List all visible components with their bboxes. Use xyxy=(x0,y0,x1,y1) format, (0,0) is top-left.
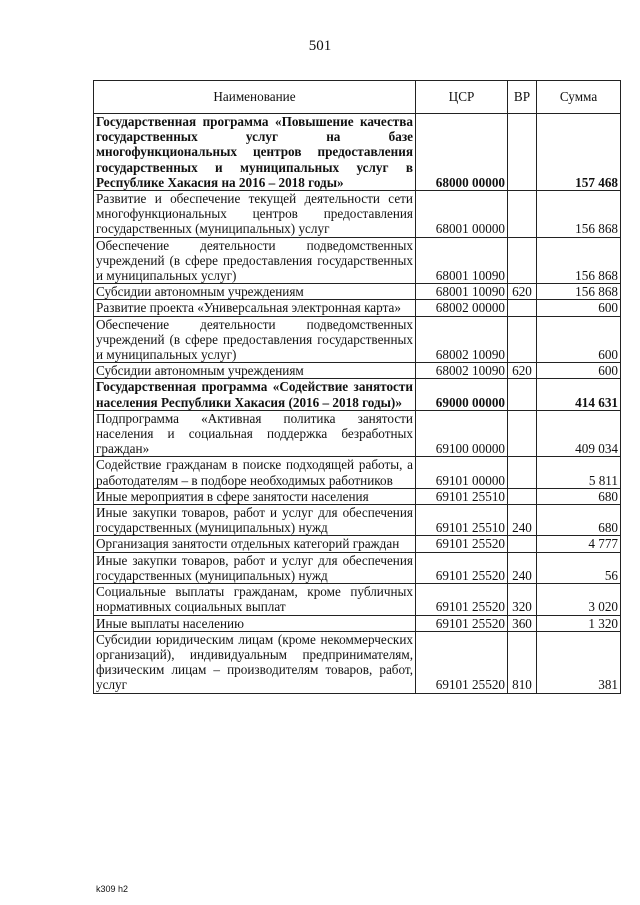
cell-sum: 680 xyxy=(537,488,621,504)
cell-vr: 360 xyxy=(508,615,537,631)
cell-vr: 320 xyxy=(508,584,537,615)
cell-name: Обеспечение деятельности подведомственных учреждений (в сфере предоставления государственных и муниципальных услуг) xyxy=(94,316,416,363)
cell-name: Социальные выплаты гражданам, кроме публичных нормативных социальных выплат xyxy=(94,584,416,615)
cell-name: Обеспечение деятельности подведомственных учреждений (в сфере предоставления государственных и муниципальных услуг) xyxy=(94,237,416,284)
cell-name: Субсидии юридическим лицам (кроме некоммерческих организаций), индивидуальным предпринимателям, физическим лицам – производителям товаров, работ, услуг xyxy=(94,631,416,693)
cell-vr xyxy=(508,536,537,552)
cell-sum: 409 034 xyxy=(537,410,621,457)
cell-vr: 620 xyxy=(508,284,537,300)
header-name: Наименование xyxy=(94,81,416,114)
cell-csr: 69000 00000 xyxy=(416,379,508,410)
cell-vr xyxy=(508,410,537,457)
cell-name: Иные выплаты населению xyxy=(94,615,416,631)
table-row xyxy=(94,505,621,536)
cell-sum: 1 320 xyxy=(537,615,621,631)
cell-name: Субсидии автономным учреждениям xyxy=(94,363,416,379)
cell-sum: 600 xyxy=(537,316,621,363)
cell-name: Развитие и обеспечение текущей деятельности сети многофункциональных центров предоставления государственных (муниципальных) услуг xyxy=(94,191,416,238)
cell-csr: 68001 10090 xyxy=(416,284,508,300)
cell-csr: 69101 25520 xyxy=(416,615,508,631)
cell-name: Подпрограмма «Активная политика занятости населения и социальная поддержка безработных граждан» xyxy=(94,410,416,457)
cell-vr xyxy=(508,457,537,488)
cell-name: Развитие проекта «Универсальная электронная карта» xyxy=(94,300,416,316)
cell-vr xyxy=(508,191,537,238)
cell-csr: 68001 10090 xyxy=(416,237,508,284)
table-row xyxy=(94,237,621,284)
table-row xyxy=(94,457,621,488)
table-row xyxy=(94,114,621,191)
cell-vr: 810 xyxy=(508,631,537,693)
table-row xyxy=(94,379,621,410)
cell-vr xyxy=(508,300,537,316)
cell-csr: 68002 10090 xyxy=(416,316,508,363)
cell-csr: 69101 25510 xyxy=(416,488,508,504)
table-row xyxy=(94,284,621,300)
cell-vr: 240 xyxy=(508,552,537,583)
cell-vr xyxy=(508,237,537,284)
cell-sum: 414 631 xyxy=(537,379,621,410)
cell-name: Иные закупки товаров, работ и услуг для обеспечения государственных (муниципальных) нужд xyxy=(94,552,416,583)
cell-csr: 68002 00000 xyxy=(416,300,508,316)
cell-sum: 157 468 xyxy=(537,114,621,191)
cell-name: Субсидии автономным учреждениям xyxy=(94,284,416,300)
cell-sum: 56 xyxy=(537,552,621,583)
cell-sum: 156 868 xyxy=(537,191,621,238)
table-row xyxy=(94,584,621,615)
cell-csr: 68000 00000 xyxy=(416,114,508,191)
table-row xyxy=(94,536,621,552)
table-row xyxy=(94,191,621,238)
cell-sum: 5 811 xyxy=(537,457,621,488)
budget-table xyxy=(93,80,621,694)
table-row xyxy=(94,631,621,693)
table-row xyxy=(94,410,621,457)
cell-name: Государственная программа «Содействие занятости населения Республики Хакасия (2016 – 2018 годы)» xyxy=(94,379,416,410)
cell-csr: 69101 25520 xyxy=(416,552,508,583)
page-number: 501 xyxy=(308,38,332,54)
table-row xyxy=(94,300,621,316)
cell-csr: 69101 25520 xyxy=(416,536,508,552)
cell-vr xyxy=(508,316,537,363)
cell-vr xyxy=(508,488,537,504)
cell-name: Организация занятости отдельных категорий граждан xyxy=(94,536,416,552)
cell-sum: 600 xyxy=(537,300,621,316)
table-row xyxy=(94,552,621,583)
cell-sum: 156 868 xyxy=(537,237,621,284)
table-row xyxy=(94,316,621,363)
cell-sum: 381 xyxy=(537,631,621,693)
header-csr: ЦСР xyxy=(416,81,508,114)
table-row xyxy=(94,363,621,379)
cell-sum: 680 xyxy=(537,505,621,536)
cell-sum: 600 xyxy=(537,363,621,379)
table-row xyxy=(94,615,621,631)
header-sum: Сумма xyxy=(537,81,621,114)
table-body xyxy=(94,114,621,694)
table-header-row xyxy=(94,81,621,114)
cell-name: Иные закупки товаров, работ и услуг для обеспечения государственных (муниципальных) нужд xyxy=(94,505,416,536)
footer-code: k309 h2 xyxy=(96,884,129,894)
cell-csr: 68002 10090 xyxy=(416,363,508,379)
cell-sum: 156 868 xyxy=(537,284,621,300)
cell-csr: 69101 00000 xyxy=(416,457,508,488)
cell-vr xyxy=(508,379,537,410)
cell-vr xyxy=(508,114,537,191)
cell-name: Содействие гражданам в поиске подходящей работы, а работодателям – в подборе необходимых работников xyxy=(94,457,416,488)
cell-vr: 240 xyxy=(508,505,537,536)
header-vr: ВР xyxy=(508,81,537,114)
cell-sum: 4 777 xyxy=(537,536,621,552)
table-row xyxy=(94,488,621,504)
cell-csr: 68001 00000 xyxy=(416,191,508,238)
cell-vr: 620 xyxy=(508,363,537,379)
cell-name: Иные мероприятия в сфере занятости населения xyxy=(94,488,416,504)
cell-name: Государственная программа «Повышение качества государственных услуг на базе многофункциональных центров предоставления государственных и муниципальных услуг в Республике Хакасия на 2016 – 2018 годы» xyxy=(94,114,416,191)
cell-csr: 69101 25520 xyxy=(416,584,508,615)
cell-csr: 69101 25520 xyxy=(416,631,508,693)
cell-csr: 69100 00000 xyxy=(416,410,508,457)
cell-sum: 3 020 xyxy=(537,584,621,615)
cell-csr: 69101 25510 xyxy=(416,505,508,536)
